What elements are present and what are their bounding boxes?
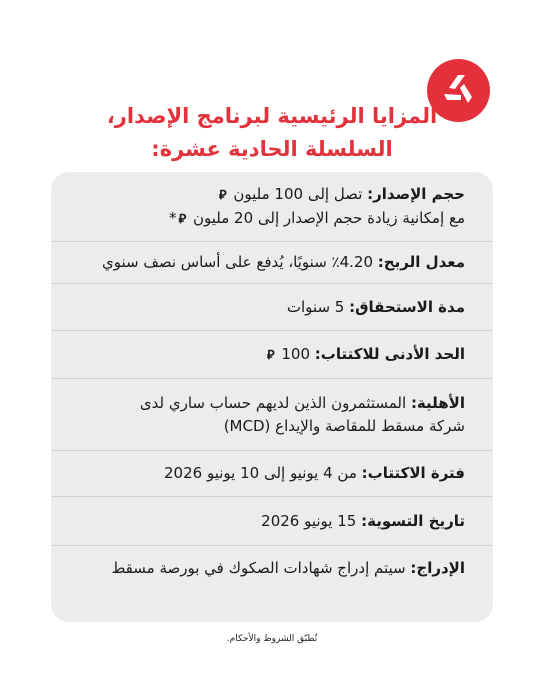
issue-volume-value: تصل إلى 100 مليون: [228, 184, 368, 203]
listing-value: سيتم إدراج شهادات الصكوك في بورصة مسقط: [111, 558, 411, 577]
page-title: [80, 100, 464, 166]
rial-currency-icon: ⃁: [178, 211, 187, 227]
issue-volume-footnote-mark: *: [168, 208, 177, 227]
eligibility-value-line-2: شركة مسقط للمقاصة والإيداع (MCD): [223, 416, 465, 435]
row-eligibility: [51, 379, 493, 450]
row-listing: [51, 546, 493, 590]
maturity-label: مدة الاستحقاق:: [349, 297, 465, 316]
row-maturity: [51, 284, 493, 330]
minimum-subscription-value: 100: [276, 344, 315, 363]
row-profit-rate: [51, 242, 493, 283]
settlement-date-value: 15 يونيو 2026: [261, 511, 362, 530]
terms-note: تُطبّق الشروط والأحكام.: [226, 634, 318, 644]
row-settlement-date: [51, 497, 493, 545]
subscription-period-label: فترة الاكتتاب:: [361, 464, 465, 482]
row-minimum-subscription: [51, 331, 493, 378]
rial-currency-icon: ⃁: [218, 187, 227, 203]
issue-volume-upsize-text: مع إمكانية زيادة حجم الإصدار إلى 20 مليون: [188, 208, 465, 227]
row-subscription-period: [51, 451, 493, 496]
profit-rate-label: معدل الربح:: [377, 253, 465, 271]
features-card: [51, 172, 493, 622]
title-line-2: السلسلة الحادية عشرة:: [151, 137, 393, 161]
eligibility-label: الأهلية:: [410, 393, 465, 412]
settlement-date-label: تاريخ التسوية:: [361, 511, 465, 530]
eligibility-value: المستثمرون الذين لديهم حساب ساري لدى: [139, 393, 411, 412]
profit-rate-value: 4.20٪ سنويًا، يُدفع على أساس نصف سنوي: [101, 253, 378, 271]
listing-label: الإدراج:: [410, 558, 465, 577]
subscription-period-value: من 4 يونيو إلى 10 يونيو 2026: [163, 464, 362, 482]
issue-volume-label: حجم الإصدار:: [367, 184, 465, 203]
maturity-value: 5 سنوات: [286, 297, 350, 316]
rial-currency-icon: ⃁: [266, 347, 275, 363]
minimum-subscription-label: الحد الأدنى للاكتتاب:: [314, 344, 465, 363]
row-issue-volume: [51, 172, 493, 241]
title-line-1: المزايا الرئيسية لبرنامج الإصدار،: [106, 104, 438, 128]
